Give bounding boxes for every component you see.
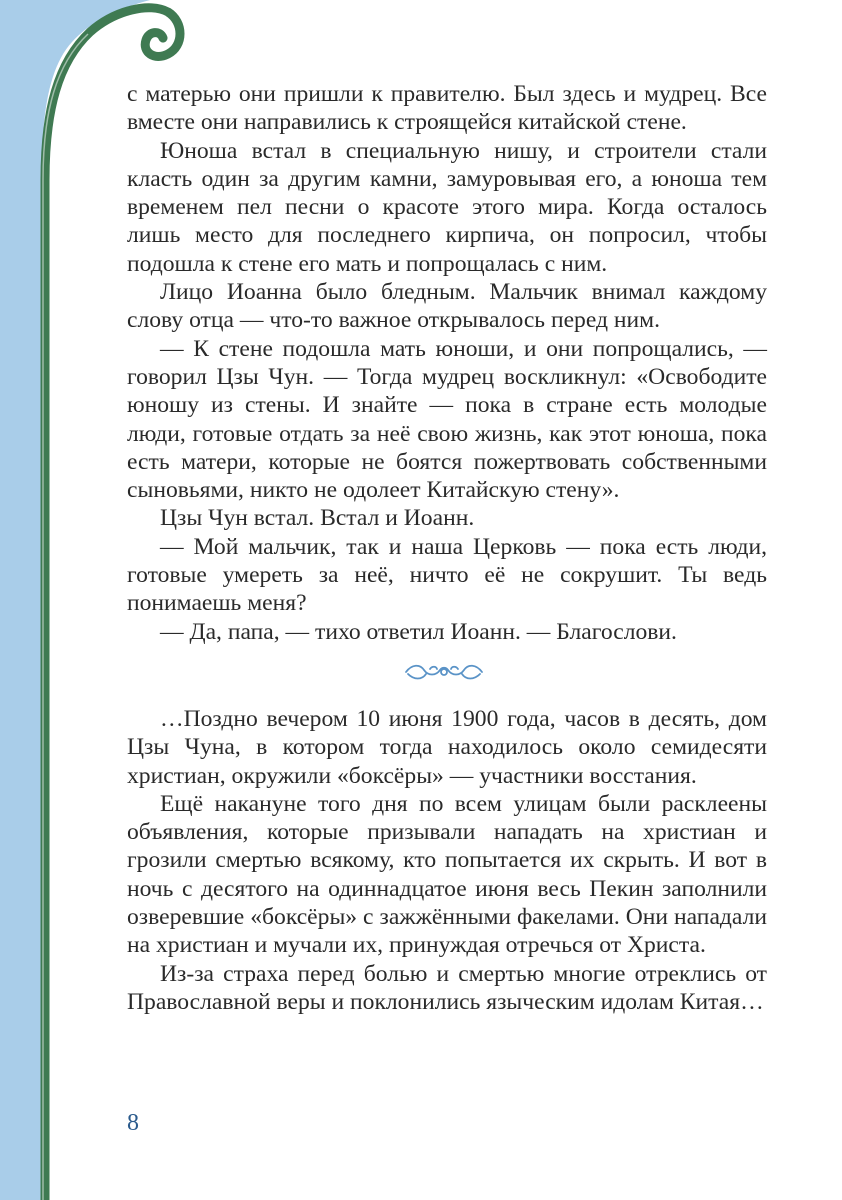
paragraph: с матерью они пришли к правителю. Был здесь и мудрец. Все вместе они направились к строящейся китайской стене. bbox=[127, 81, 767, 136]
paragraph: — К стене подошла мать юноши, и они попрощались, — говорил Цзы Чун. — Тогда мудрец воскликнул: «Освободите юношу из стены. И знайте — пока в стране есть молодые люди, готовые отдать за неё свою жизнь, как этот юноша, пока есть матери, которые не боятся пожертвовать собственными сыновьями, никто не одолеет Китайскую стену». bbox=[127, 335, 767, 504]
paragraph: …Поздно вечером 10 июня 1900 года, часов в десять, дом Цзы Чуна, в котором тогда находилось около семидесяти христиан, окружили «боксёры» — участники восстания. bbox=[127, 706, 767, 789]
scroll-ornament-icon bbox=[402, 660, 486, 684]
page-number: 8 bbox=[127, 1110, 139, 1136]
paragraph: Юноша встал в специальную нишу, и строители стали класть один за другим камни, замуровывая его, а юноша тем временем пел песни о красоте этого мира. Когда осталось лишь место для последнего кирпича, он попросил, чтобы подошла к стене его мать и попрощалась с ним. bbox=[127, 137, 767, 277]
paragraph: Цзы Чун встал. Встал и Иоанн. bbox=[160, 505, 475, 532]
second-section bbox=[127, 705, 767, 1016]
paragraph: — Мой мальчик, так и наша Церковь — пока есть люди, готовые умереть за неё, ничто её не сокрушит. Ты ведь понимаешь меня? bbox=[127, 533, 767, 617]
paragraph: Из-за страха перед болью и смертью многие отреклись от Православной веры и поклонились языческим идолам Китая… bbox=[127, 960, 767, 1015]
paragraph: Ещё накануне того дня по всем улицам были расклеены объявления, которые призывали нападать на христиан и грозили смертью всякому, кто попытается их скрыть. И вот в ночь с десятого на одиннадцатое июня весь Пекин заполнили озверевшие «боксёры» с зажжёнными факелами. Они нападали на христиан и мучали их, принуждая отречься от Христа. bbox=[127, 790, 767, 959]
main-text-block bbox=[127, 80, 767, 646]
paragraph: Лицо Иоанна было бледным. Мальчик внимал каждому слову отца — что-то важное открывалось перед ним. bbox=[127, 279, 767, 334]
paragraph: — Да, папа, — тихо ответил Иоанн. — Благослови. bbox=[160, 618, 677, 645]
